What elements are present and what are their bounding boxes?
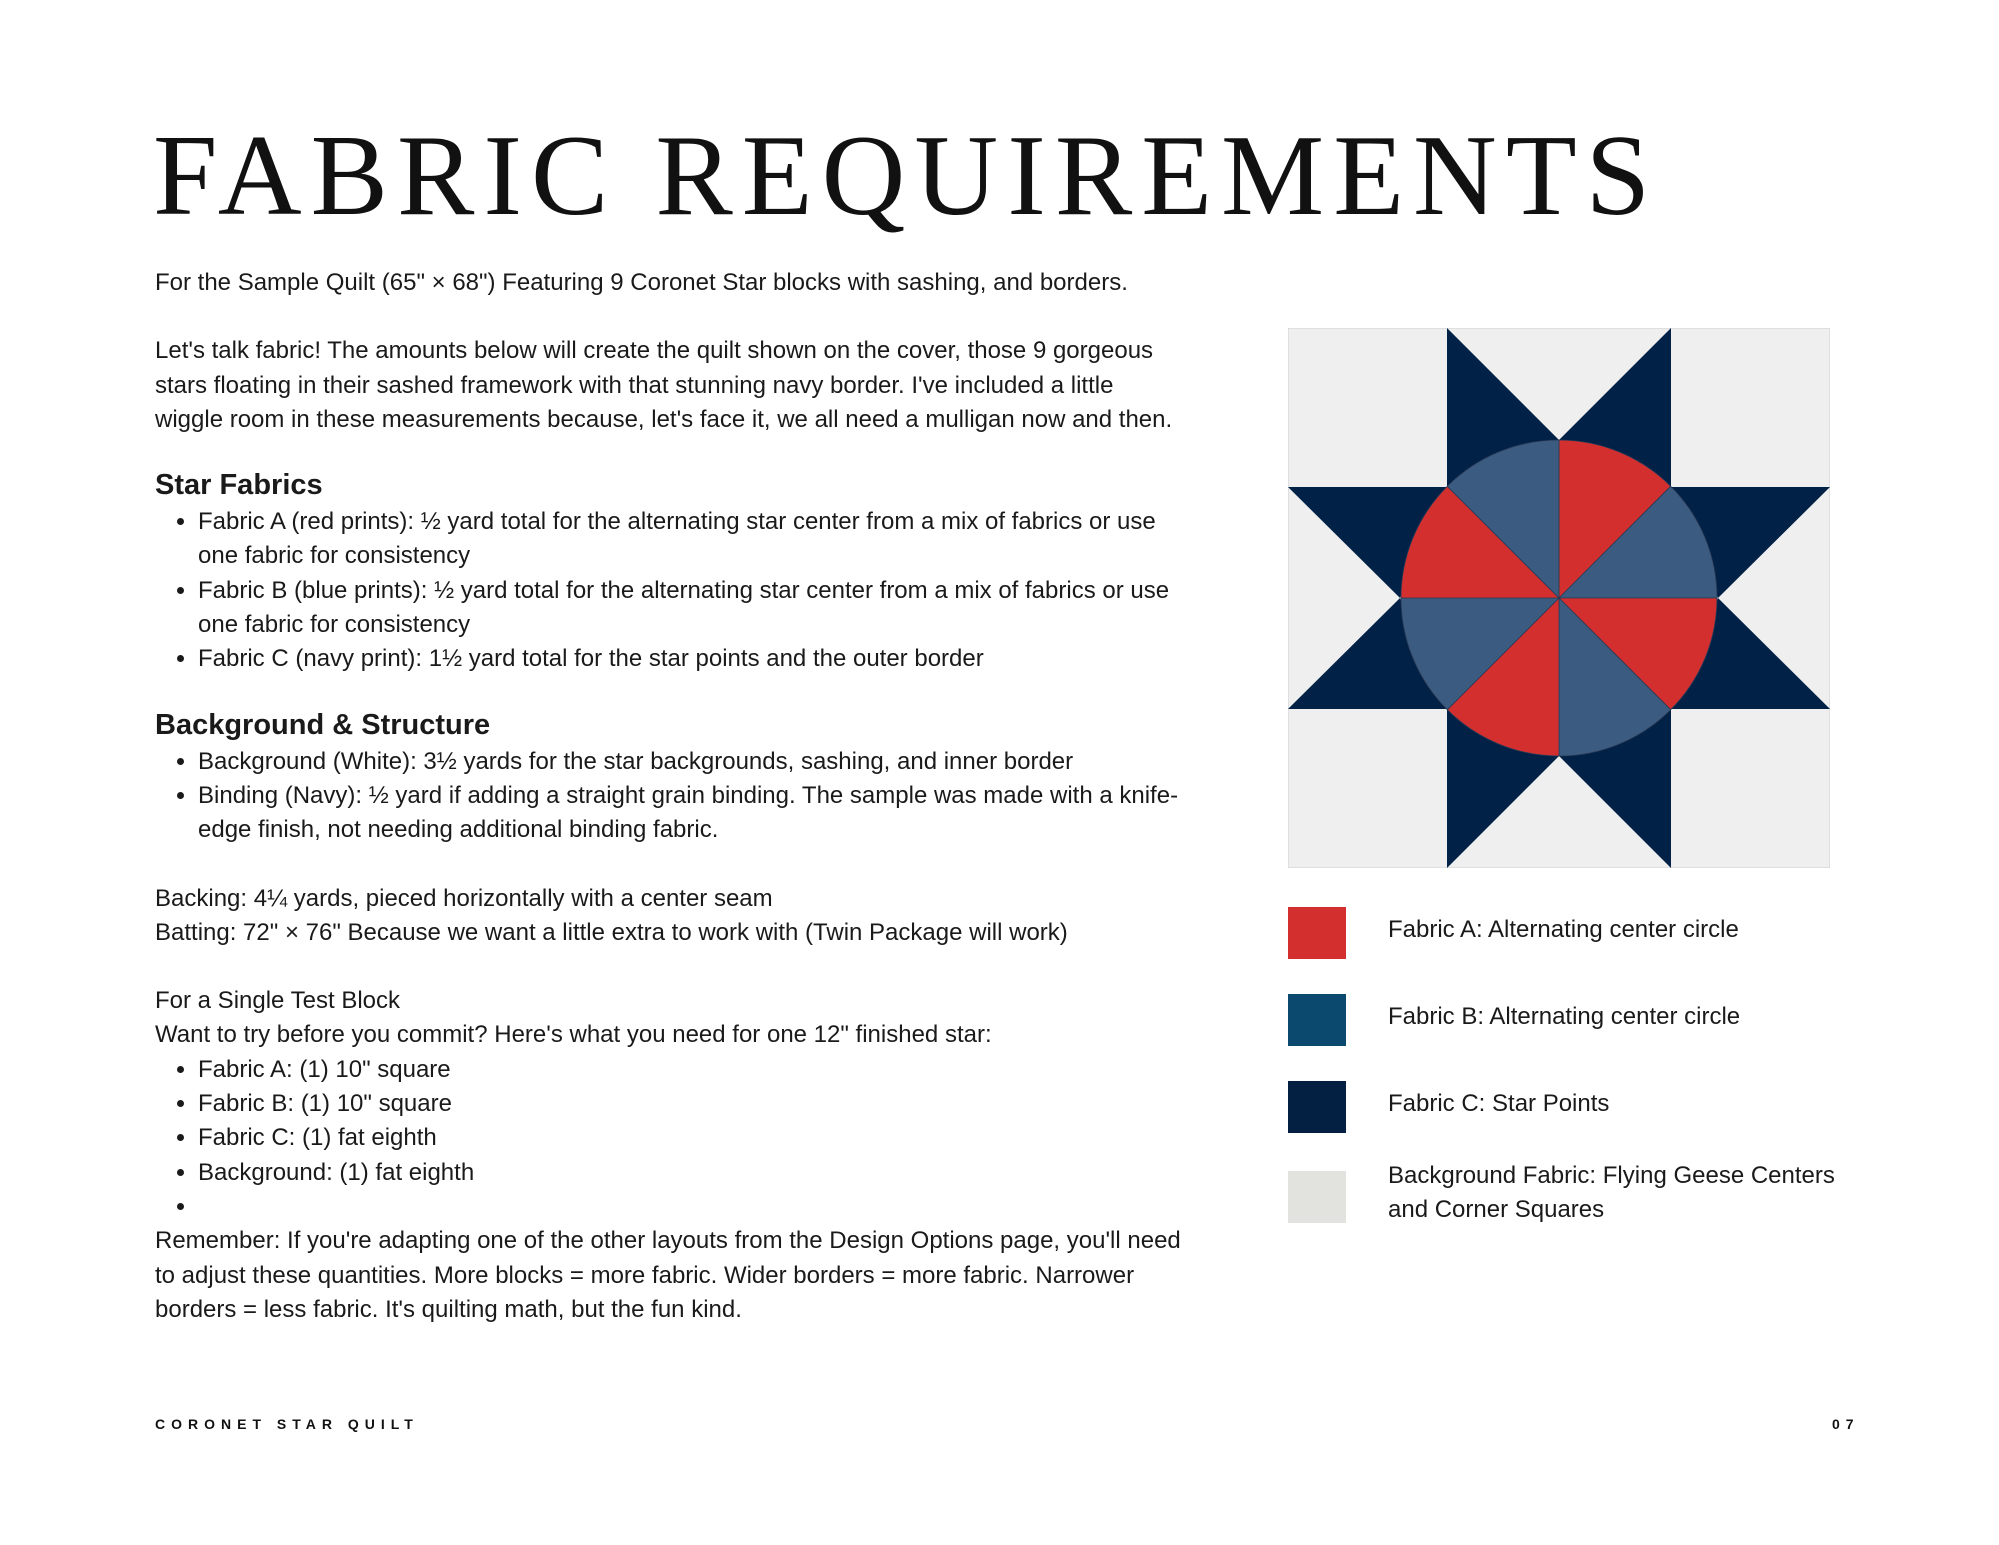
fabric-b-swatch	[1288, 994, 1346, 1046]
list-item: • Fabric B (blue prints): ½ yard total for the alternating star center from a mix of fabrics or use one fabric for consistency	[198, 574, 1185, 643]
list-item: • Fabric C: (1) fat eighth	[198, 1121, 1185, 1155]
backing-text: Backing: 4¼ yards, pieced horizontally with a center seam	[155, 884, 773, 912]
legend-label: Background Fabric: Flying Geese Centers and Corner Squares	[1388, 1162, 1835, 1224]
list-item: • Fabric C (navy print): 1½ yard total for the star points and the outer border	[198, 642, 1185, 676]
intro-text: For the Sample Quilt (65" × 68") Featuring 9 Coronet Star blocks with sashing, and borders.	[155, 269, 1128, 296]
list-item: • Fabric A: (1) 10" square	[198, 1053, 1185, 1087]
center-circle	[1401, 440, 1717, 756]
star-fabrics-list	[155, 505, 1185, 676]
main-content	[155, 266, 1185, 1327]
test-block-heading: For a Single Test Block	[155, 987, 401, 1015]
spacer	[155, 300, 1185, 334]
list-item	[198, 1190, 1185, 1224]
footer-page-number: 07	[1832, 1416, 1860, 1432]
star-fabrics-heading: Star Fabrics	[155, 469, 323, 502]
list-item: • Background (White): 3½ yards for the star backgrounds, sashing, and inner border	[198, 745, 1185, 779]
legend-label: Fabric B: Alternating center circle	[1388, 1003, 1741, 1030]
spacer	[155, 848, 1185, 882]
remember-text: Remember: If you're adapting one of the other layouts from the Design Options page, you'll need to adjust these quantities. More blocks = more fabric. Wider borders = more fabric. Narrower borders = less fabric. It's quilting math, but the fun kind.	[155, 1227, 1181, 1323]
background-structure-list	[155, 745, 1185, 848]
spacer	[155, 950, 1185, 984]
intro-paragraph: Let's talk fabric! The amounts below will create the quilt shown on the cover, those 9 gorgeous stars floating in their sashed framework with that stunning navy border. I've included a little wiggle room in these measurements because, let's face it, we all need a mulligan now and then.	[155, 337, 1173, 433]
fabric-a-swatch	[1288, 907, 1346, 959]
background-structure-heading: Background & Structure	[155, 708, 491, 741]
coronet-star-block-illustration	[1288, 328, 1830, 868]
legend-label: Fabric C: Star Points	[1388, 1090, 1610, 1117]
footer-document-title: CORONET STAR QUILT	[155, 1416, 419, 1432]
list-item: • Binding (Navy): ½ yard if adding a straight grain binding. The sample was made with a knife-edge finish, not needing additional binding fabric.	[198, 779, 1185, 848]
batting-text: Batting: 72" × 76" Because we want a little extra to work with (Twin Package will work)	[155, 918, 1068, 946]
page-title: FABRIC REQUIREMENTS	[153, 112, 1660, 240]
fabric-c-swatch	[1288, 1081, 1346, 1133]
spacer	[155, 677, 1185, 705]
background-fabric-swatch	[1288, 1171, 1346, 1223]
test-block-lead: Want to try before you commit? Here's what you need for one 12" finished star:	[155, 1021, 992, 1049]
list-item: • Fabric B: (1) 10" square	[198, 1087, 1185, 1121]
legend-label: Fabric A: Alternating center circle	[1388, 916, 1739, 943]
test-block-list	[155, 1053, 1185, 1224]
list-item: • Background: (1) fat eighth	[198, 1156, 1185, 1190]
spacer	[155, 437, 1185, 465]
star-block-svg	[1288, 328, 1830, 868]
list-item: • Fabric A (red prints): ½ yard total for the alternating star center from a mix of fabrics or use one fabric for consistency	[198, 505, 1185, 574]
